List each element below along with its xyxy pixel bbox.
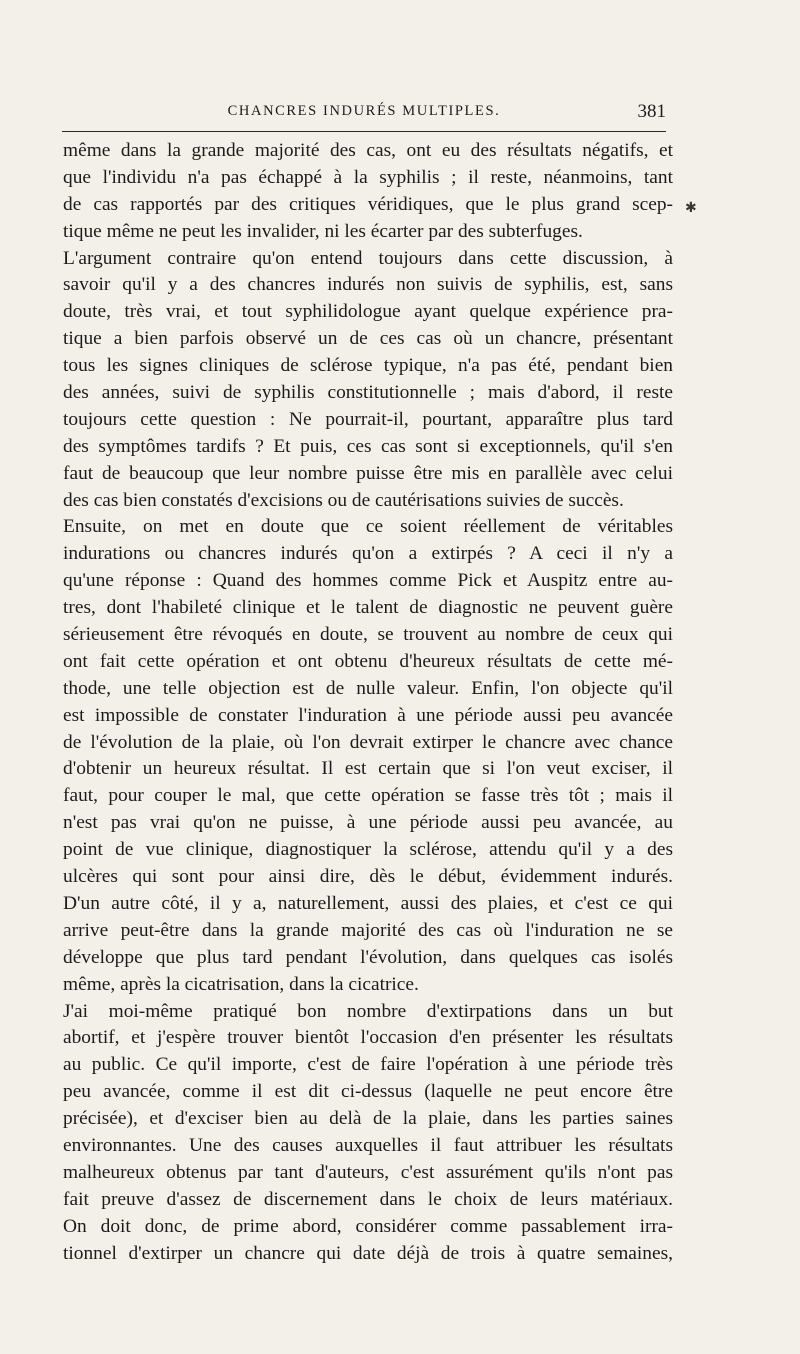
text-line: développe que plus tard pendant l'évolution, dans quelques cas isolés xyxy=(63,946,673,968)
text-line: D'un autre côté, il y a, naturellement, aussi des plaies, et c'est ce qui xyxy=(63,892,673,914)
text-line: des cas bien constatés d'excisions ou de cautérisations suivies de succès. xyxy=(63,489,624,511)
text-line: On doit donc, de prime abord, considérer comme passablement irra- xyxy=(63,1215,673,1237)
text-line: des symptômes tardifs ? Et puis, ces cas sont si exceptionnels, qu'il s'en xyxy=(63,435,673,457)
text-line: de cas rapportés par des critiques véridiques, que le plus grand scep- xyxy=(63,193,673,215)
text-line: L'argument contraire qu'on entend toujours dans cette discussion, à xyxy=(63,247,673,269)
text-line: au public. Ce qu'il importe, c'est de faire l'opération à une période très xyxy=(63,1054,673,1076)
text-line: abortif, et j'espère trouver bientôt l'occasion d'en présenter les résultats xyxy=(63,1027,673,1049)
text-line: faut, pour couper le mal, que cette opération se fasse très tôt ; mais il xyxy=(63,785,673,807)
text-line: tique même ne peut les invalider, ni les écarter par des subterfuges. xyxy=(63,220,583,242)
text-line: d'obtenir un heureux résultat. Il est certain que si l'on veut exciser, il xyxy=(63,758,673,780)
text-line: précisée), et d'exciser bien au delà de la plaie, dans les parties saines xyxy=(63,1108,673,1130)
text-line: Ensuite, on met en doute que ce soient réellement de véritables xyxy=(63,516,673,538)
text-line: savoir qu'il y a des chancres indurés non suivis de syphilis, est, sans xyxy=(63,274,673,296)
margin-mark: ✱ xyxy=(685,201,697,216)
text-line: malheureux obtenus par tant d'auteurs, c'est assurément qu'ils n'ont pas xyxy=(63,1161,673,1183)
text-line: des années, suivi de syphilis constitutionnelle ; mais d'abord, il reste xyxy=(63,382,673,404)
text-line: indurations ou chancres indurés qu'on a extirpés ? A ceci il n'y a xyxy=(63,543,673,565)
text-line: tionnel d'extirper un chancre qui date déjà de trois à quatre semaines, xyxy=(63,1242,673,1264)
running-title: CHANCRES INDURÉS MULTIPLES. xyxy=(227,103,501,119)
text-line: environnantes. Une des causes auxquelles il faut attribuer les résultats xyxy=(63,1134,673,1156)
text-line: faut de beaucoup que leur nombre puisse être mis en parallèle avec celui xyxy=(63,462,673,484)
page-number: 381 xyxy=(637,101,666,122)
text-line: tres, dont l'habileté clinique et le talent de diagnostic ne peuvent guère xyxy=(63,597,673,619)
text-line: sérieusement être révoqués en doute, se trouvent au nombre de ceux qui xyxy=(63,624,673,646)
page-header xyxy=(62,101,666,123)
text-line: arrive peut-être dans la grande majorité des cas où l'induration ne se xyxy=(63,919,673,941)
text-line: que l'individu n'a pas échappé à la syphilis ; il reste, néanmoins, tant xyxy=(63,166,673,188)
text-line: même, après la cicatrisation, dans la cicatrice. xyxy=(63,973,419,995)
text-line: même dans la grande majorité des cas, ont eu des résultats négatifs, et xyxy=(63,140,673,161)
header-rule xyxy=(62,131,666,132)
text-line: ont fait cette opération et ont obtenu d'heureux résultats de cette mé- xyxy=(63,650,673,672)
text-line: tous les signes cliniques de sclérose typique, n'a pas été, pendant bien xyxy=(63,355,673,377)
text-line: peu avancée, comme il est dit ci-dessus (laquelle ne peut encore être xyxy=(63,1081,673,1103)
text-line: est impossible de constater l'induration à une période aussi peu avancée xyxy=(63,704,673,726)
text-line: n'est pas vrai qu'on ne puisse, à une période aussi peu avancée, au xyxy=(63,812,673,834)
text-line: doute, très vrai, et tout syphilidologue ayant quelque expérience pra- xyxy=(63,301,673,323)
text-line: fait preuve d'assez de discernement dans le choix de leurs matériaux. xyxy=(63,1188,673,1210)
body-text xyxy=(63,138,673,1267)
text-line: tique a bien parfois observé un de ces cas où un chancre, présentant xyxy=(63,328,673,350)
text-line: qu'une réponse : Quand des hommes comme Pick et Auspitz entre au- xyxy=(63,570,673,592)
text-line: ulcères qui sont pour ainsi dire, dès le début, évidemment indurés. xyxy=(63,866,673,888)
text-line: de l'évolution de la plaie, où l'on devrait extirper le chancre avec chance xyxy=(63,731,673,753)
text-line: thode, une telle objection est de nulle valeur. Enfin, l'on objecte qu'il xyxy=(63,677,673,699)
text-line: toujours cette question : Ne pourrait-il, pourtant, apparaître plus tard xyxy=(63,408,673,430)
text-line: J'ai moi-même pratiqué bon nombre d'extirpations dans un but xyxy=(63,1000,673,1022)
text-line: point de vue clinique, diagnostiquer la sclérose, attendu qu'il y a des xyxy=(63,839,673,861)
